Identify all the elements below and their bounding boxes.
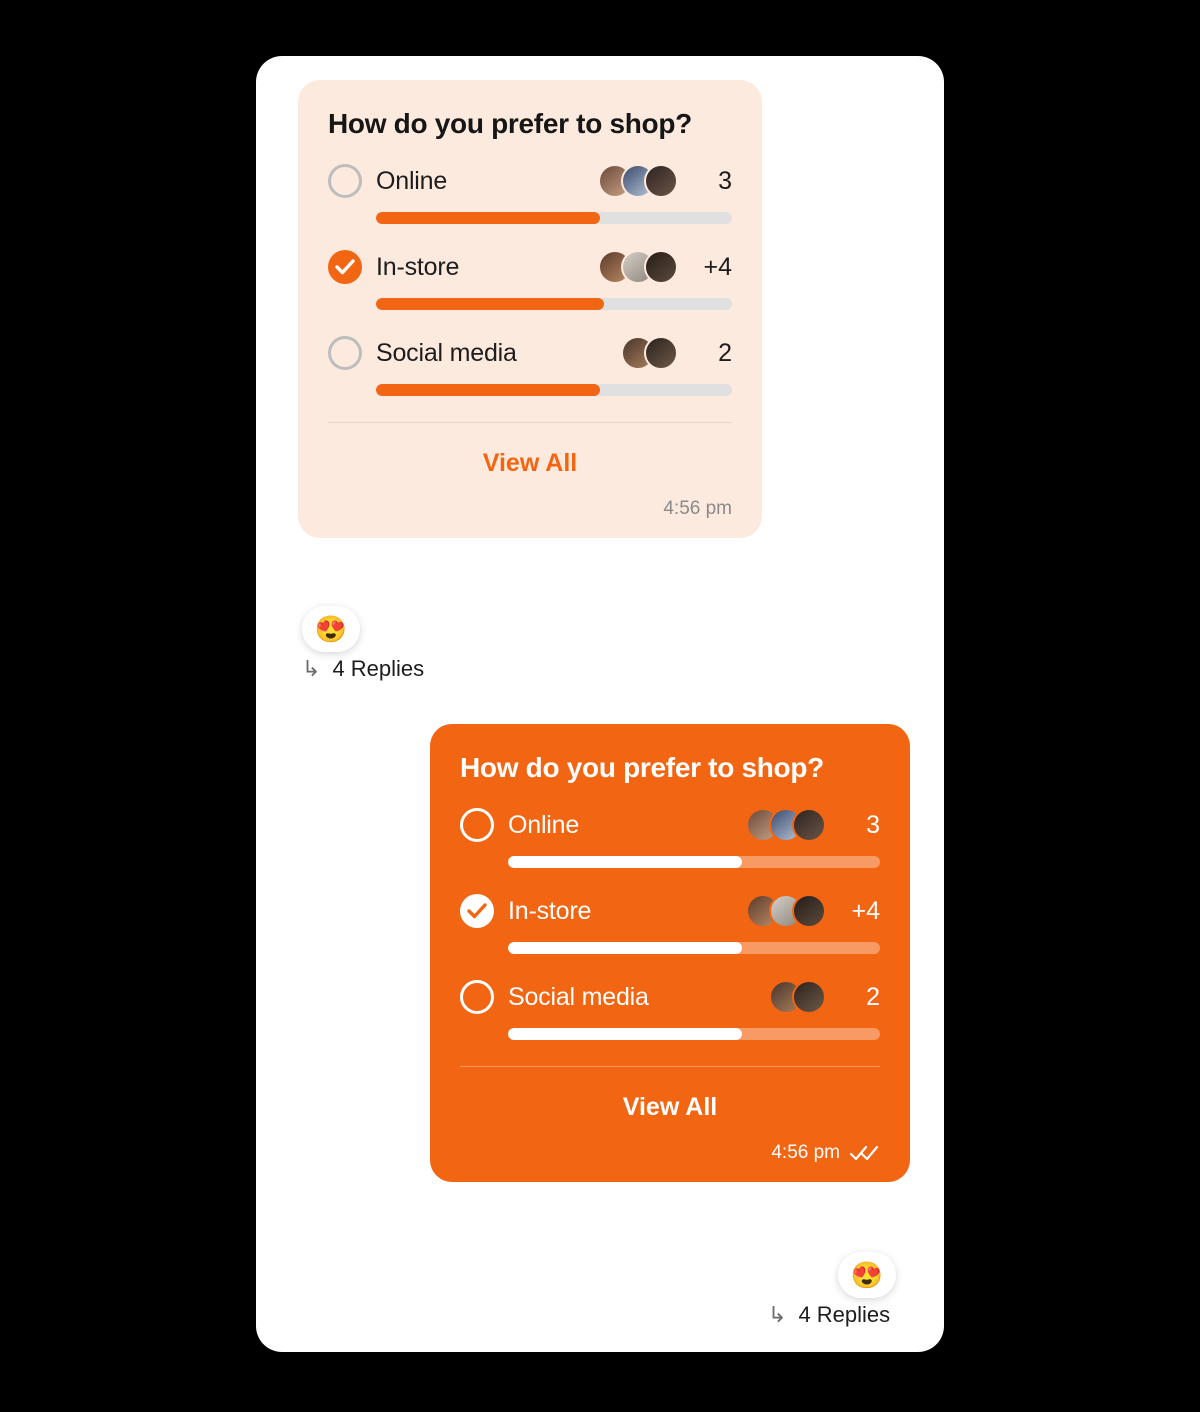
poll-option-label: Social media [508,982,649,1011]
radio-unchecked-icon[interactable] [460,980,494,1014]
timestamp: 4:56 pm [663,498,732,519]
poll-option-bar [508,1028,880,1040]
poll-option-bar [376,212,732,224]
poll-option-count: +4 [703,252,732,281]
avatar [792,808,826,842]
poll-option-count: 2 [866,982,880,1011]
voter-avatars [598,164,678,198]
poll-option[interactable] [328,250,732,310]
poll-option-bar [376,384,732,396]
chat-screen [256,56,944,1352]
poll-option-count: 3 [866,810,880,839]
reaction-badge[interactable]: 😍 [302,606,360,652]
poll-option-label: Online [376,166,448,195]
reaction-badge[interactable]: 😍 [838,1252,896,1298]
poll-option-bar [508,856,880,868]
reply-arrow-icon: ↳ [768,1302,787,1327]
check-icon [467,902,487,920]
voter-avatars [769,980,826,1014]
radio-unchecked-icon[interactable] [328,164,362,198]
poll-option-count: +4 [851,896,880,925]
message-meta [460,1142,880,1182]
poll-option-label: In-store [376,252,460,281]
avatar [644,164,678,198]
radio-unchecked-icon[interactable] [328,336,362,370]
poll-option-label: In-store [508,896,592,925]
replies-link[interactable] [768,1302,890,1328]
message-meta [328,498,732,538]
avatar [644,336,678,370]
double-tick-icon [850,1145,880,1161]
poll-option[interactable] [460,808,880,868]
radio-unchecked-icon[interactable] [460,808,494,842]
poll-option[interactable] [328,164,732,224]
view-all-button[interactable]: View All [482,449,578,477]
poll-option-bar [376,298,732,310]
voter-avatars [746,894,826,928]
voter-avatars [746,808,826,842]
poll-option-bar [508,942,880,954]
poll-option[interactable] [328,336,732,396]
poll-message-incoming[interactable] [298,80,762,538]
replies-label: 4 Replies [332,656,425,681]
check-icon [335,258,355,276]
avatar [792,980,826,1014]
radio-checked-icon[interactable] [328,250,362,284]
poll-option-count: 3 [718,166,732,195]
replies-label: 4 Replies [798,1302,891,1327]
poll-message-outgoing[interactable] [430,724,910,1182]
poll-title: How do you prefer to shop? [460,752,824,783]
poll-option[interactable] [460,894,880,954]
voter-avatars [598,250,678,284]
reply-arrow-icon: ↳ [302,656,321,681]
voter-avatars [621,336,678,370]
replies-link[interactable] [302,656,424,682]
poll-option-count: 2 [718,338,732,367]
poll-title: How do you prefer to shop? [328,108,692,139]
timestamp: 4:56 pm [771,1142,840,1163]
poll-option[interactable] [460,980,880,1040]
poll-option-label: Social media [376,338,517,367]
view-all-button[interactable]: View All [622,1093,718,1121]
avatar [792,894,826,928]
radio-checked-icon[interactable] [460,894,494,928]
avatar [644,250,678,284]
poll-option-label: Online [508,810,580,839]
